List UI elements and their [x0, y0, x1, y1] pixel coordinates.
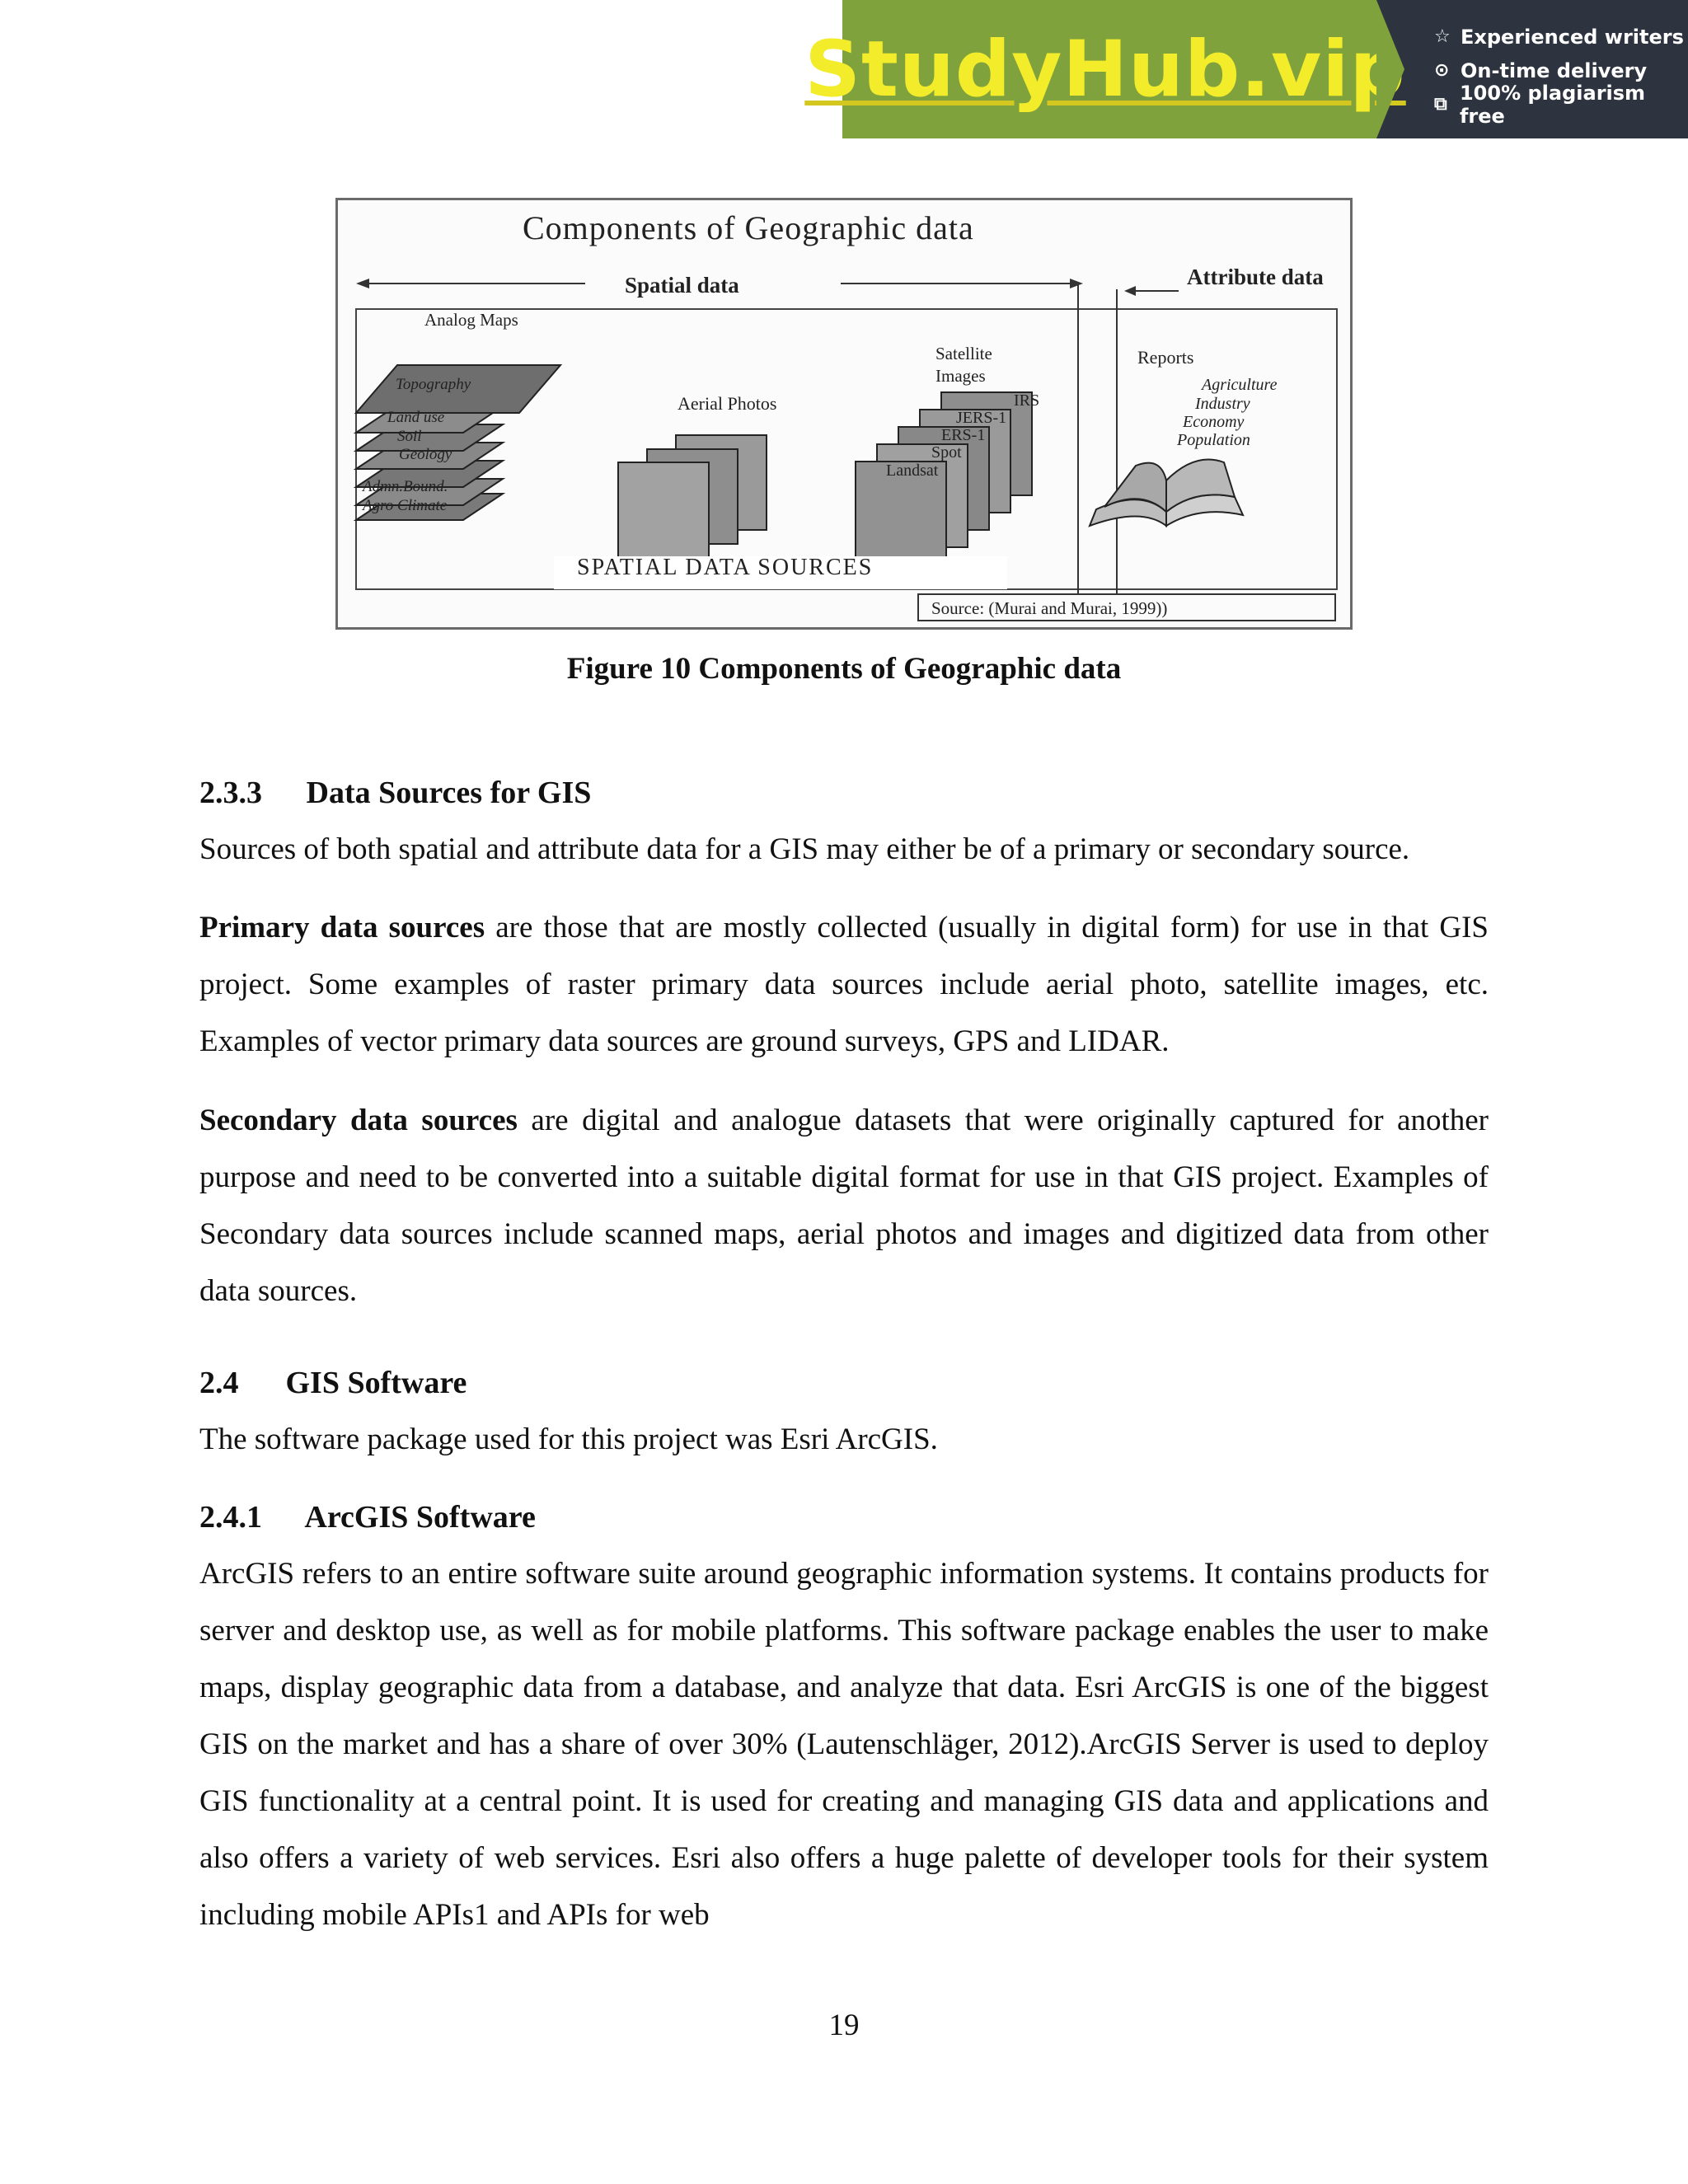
paragraph-text: are those that are mostly collected (usually in digital form) for use in that GIS project. Some examples of raster primary data sources include aerial photo, satellite images, etc. Examples of vector primary data sources are ground surveys, GPS and LIDAR.: [199, 911, 1489, 1058]
satellite-label: ERS-1: [941, 426, 986, 444]
paragraph-text: ArcGIS refers to an entire software suite around geographic information systems. It contains products for server and desktop use, as well as for mobile platforms. This software package enables the user to make maps, display geographic data from a database, and analyze that data. Esri ArcGIS is one of the biggest GIS on the market and has a share of over 30% (Lautenschläger, 2012).ArcGIS Server is used to deploy GIS functionality at a central point. It is used for creating and managing GIS data and applications and also offers a variety of web services. Esri also offers a huge palette of developer tools for their system including mobile APIs1 and APIs for web: [199, 1557, 1489, 1932]
map-layer-label: Agro Climate: [363, 497, 448, 514]
figure-geographic-data: [335, 198, 1353, 630]
feature-label: On-time delivery: [1461, 59, 1648, 82]
feature-plagiarism-free: [1434, 81, 1688, 128]
paragraph-primary-sources: [199, 899, 1489, 1070]
section-number: 2.3.3: [199, 776, 262, 810]
paragraph-data-sources: [199, 821, 1489, 878]
satellite-label: IRS: [1014, 391, 1040, 410]
satellite-label: Landsat: [886, 462, 939, 480]
copy-icon: ⧉: [1434, 94, 1447, 115]
report-topic: Industry: [1195, 395, 1250, 413]
paragraph-text: are digital and analogue datasets that were originally captured for another purpose and need to be converted into a suitable digital format for use in that GIS project. Examples of Secondary data sources include scanned maps, aerial photos and images and digitized data from other data sources.: [199, 1104, 1489, 1308]
studyhub-banner[interactable]: [804, 0, 1688, 138]
banner-features: [1376, 0, 1688, 138]
book-icon: [1090, 459, 1243, 526]
paragraph-text: Sources of both spatial and attribute data for a GIS may either be of a primary or secondary source.: [199, 832, 1410, 866]
attribute-data-label: Attribute data: [1187, 265, 1324, 289]
map-layer-label: Admn.Bound.: [363, 478, 448, 495]
term-secondary-data-sources: Secondary data sources: [199, 1104, 518, 1137]
feature-label: 100% plagiarism free: [1459, 81, 1646, 128]
map-layer-label: Topography: [396, 376, 471, 393]
figure-title: Components of Geographic data: [523, 209, 974, 246]
report-topic: Agriculture: [1202, 376, 1278, 394]
figure-caption: Figure 10 Components of Geographic data: [566, 652, 1122, 686]
aerial-photos-label: Aerial Photos: [678, 393, 777, 414]
map-layer-label: Soil: [397, 428, 422, 445]
paragraph-arcgis: [199, 1545, 1489, 1943]
star-icon: ☆: [1434, 26, 1451, 47]
spatial-data-label: Spatial data: [625, 273, 739, 298]
feature-label: Experienced writers: [1461, 25, 1684, 49]
feature-experienced-writers: [1434, 20, 1688, 54]
reports-label: Reports: [1137, 347, 1194, 368]
clock-icon: ⊙: [1434, 60, 1450, 81]
brand-logo: StudyHub.vip: [804, 24, 1406, 115]
section-title: ArcGIS Software: [304, 1500, 536, 1535]
spatial-data-sources-label: SPATIAL DATA SOURCES: [577, 555, 874, 580]
section-number: 2.4: [199, 1366, 239, 1400]
paragraph-software-package: [199, 1411, 1489, 1468]
report-topic: Economy: [1183, 413, 1245, 431]
page-number: 19: [828, 2008, 860, 2042]
report-topic: Population: [1177, 431, 1250, 449]
satellite-label: Spot: [931, 443, 962, 462]
map-layer-label: Geology: [399, 446, 452, 463]
section-heading-2-4-1: [199, 1499, 536, 1535]
section-heading-2-3-3: [199, 775, 591, 811]
aerial-photo-stack: [618, 435, 767, 557]
map-layer-label: Land use: [387, 409, 445, 426]
section-title: Data Sources for GIS: [306, 776, 592, 810]
analog-maps-label: Analog Maps: [424, 310, 518, 330]
satellite-label: JERS-1: [956, 409, 1007, 427]
paragraph-text: The software package used for this project was Esri ArcGIS.: [199, 1422, 938, 1456]
satellite-images-label: Satellite Images: [935, 344, 992, 386]
term-primary-data-sources: Primary data sources: [199, 911, 485, 944]
section-heading-2-4: [199, 1365, 467, 1401]
paragraph-secondary-sources: [199, 1092, 1489, 1319]
banner-brand-area: [804, 0, 1406, 138]
source-credit: Source: (Murai and Murai, 1999)): [931, 598, 1168, 618]
section-title: GIS Software: [285, 1366, 467, 1400]
section-number: 2.4.1: [199, 1500, 262, 1535]
